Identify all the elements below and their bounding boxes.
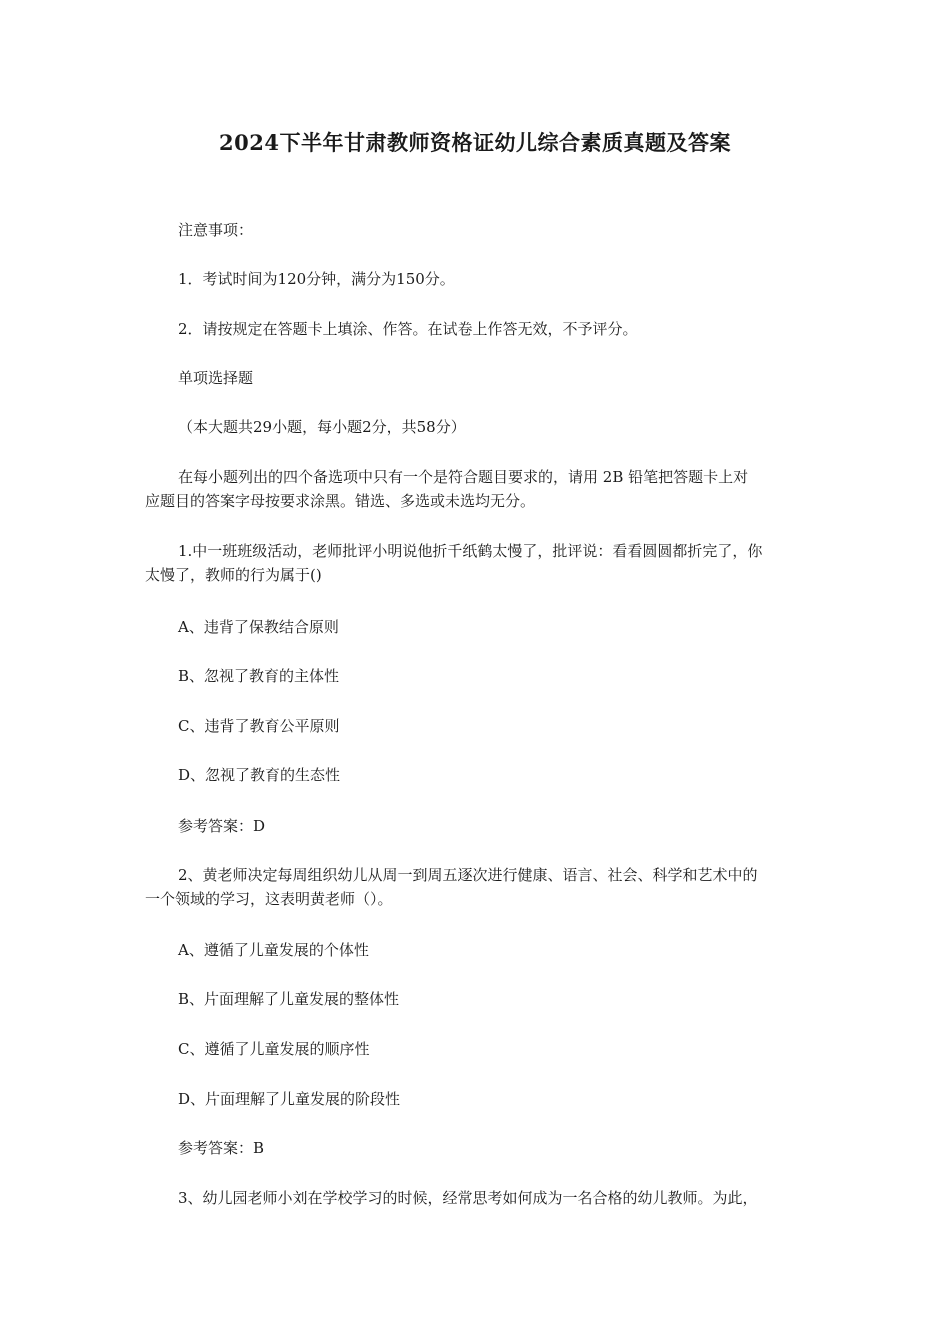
question-option: D、片面理解了儿童发展的阶段性 [178,1090,401,1108]
question-option: A、遵循了儿童发展的个体性 [178,941,369,959]
instructions-paragraph [145,465,810,513]
question-option: B、忽视了教育的主体性 [178,667,340,685]
question-option: C、遵循了儿童发展的顺序性 [178,1040,370,1058]
question-stem-line: 2、黄老师决定每周组织幼儿从周一到周五逐次进行健康、语言、社会、科学和艺术中的 [178,866,758,884]
question-stem-line: 1.中一班班级活动，老师批评小明说他折千纸鹤太慢了，批评说：看看圆圆都折完了，你 [178,542,763,560]
question-option: D、忽视了教育的生态性 [178,766,341,784]
question-stem [145,863,810,911]
document-title: 2024下半年甘肃教师资格证幼儿综合素质真题及答案 [219,130,731,155]
question-answer: 参考答案：B [178,1139,265,1157]
question-stem-line: 太慢了，教师的行为属于() [145,566,322,584]
question-option: B、片面理解了儿童发展的整体性 [178,990,400,1008]
section-info: （本大题共29小题，每小题2分，共58分） [178,418,466,436]
instructions-line: 应题目的答案字母按要求涂黑。错选、多选或未选均无分。 [145,492,536,510]
instructions-line: 在每小题列出的四个备选项中只有一个是符合题目要求的，请用 2B 铅笔把答题卡上对 [178,468,749,486]
question-answer: 参考答案：D [178,817,266,835]
question-option: C、违背了教育公平原则 [178,717,340,735]
question-option: A、违背了保教结合原则 [178,618,339,636]
question-stem [145,1186,810,1210]
question-stem-line: 3、幼儿园老师小刘在学校学习的时候，经常思考如何成为一名合格的幼儿教师。为此， [178,1189,758,1207]
question-stem [145,539,810,587]
notice-item-1: 1．考试时间为120分钟，满分为150分。 [178,270,455,288]
question-stem-line: 一个领域的学习，这表明黄老师（）。 [145,890,393,908]
notice-item-2: 2．请按规定在答题卡上填涂、作答。在试卷上作答无效，不予评分。 [178,320,638,338]
section-title: 单项选择题 [178,369,254,387]
notice-heading: 注意事项： [178,221,254,239]
